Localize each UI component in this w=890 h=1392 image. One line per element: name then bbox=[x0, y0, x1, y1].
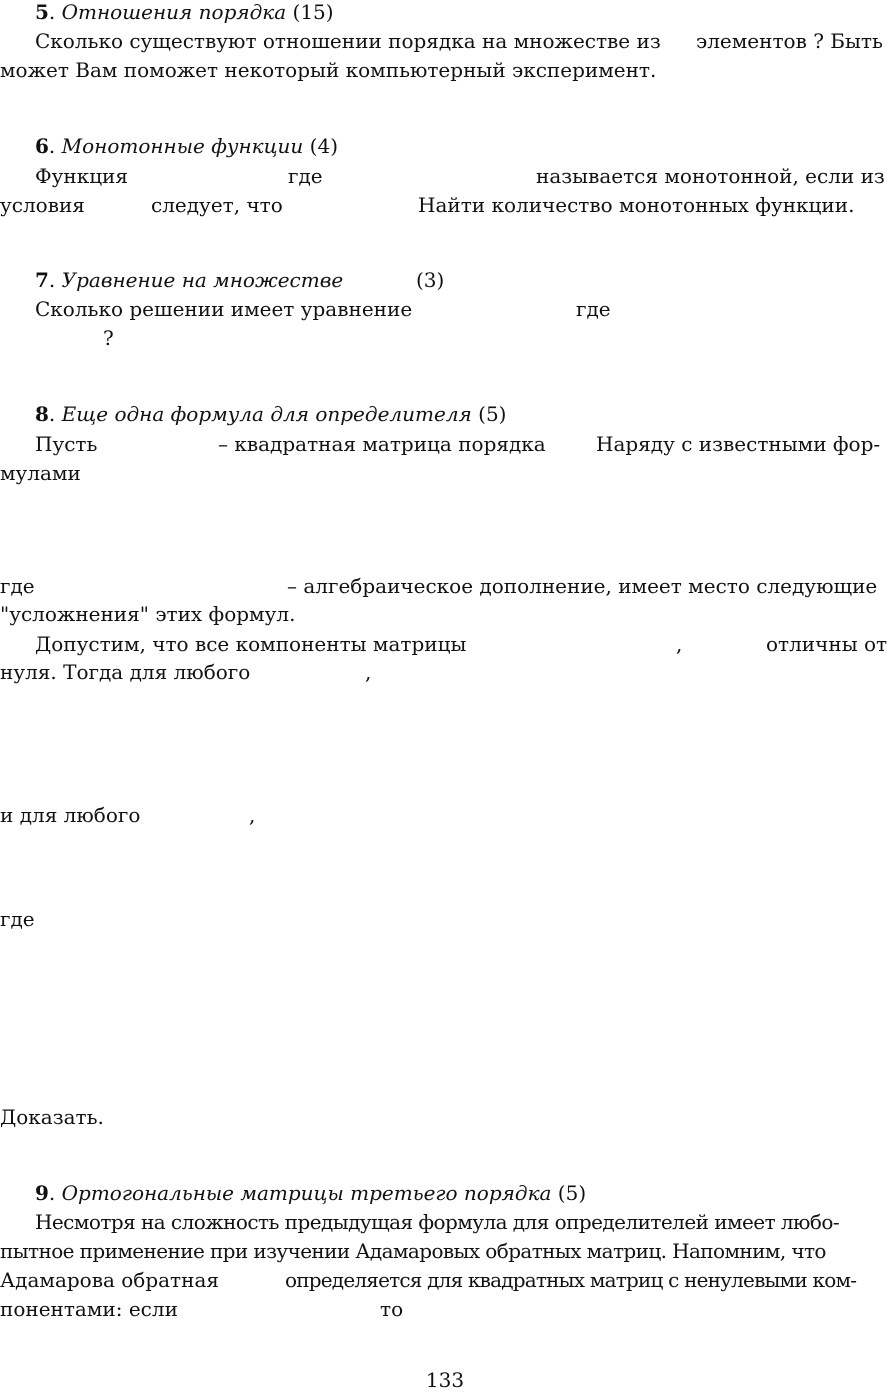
problem-9-points: (5) bbox=[557, 1181, 587, 1205]
problem-8-number: 8 bbox=[35, 402, 49, 426]
problem-6-points: (4) bbox=[309, 134, 339, 158]
problem-7-number: 7 bbox=[35, 268, 49, 292]
problem-8-conclusion: Доказать. bbox=[0, 1105, 104, 1129]
problem-7-title: Уравнение на множестве bbox=[61, 268, 344, 292]
problem-9-line-1: Несмотря на сложность предыдущая формула для определителей имеет любо- bbox=[35, 1210, 840, 1234]
problem-5-line-2: может Вам поможет некоторый компьютерный эксперимент. bbox=[0, 58, 657, 82]
problem-9-number: 9 bbox=[35, 1181, 49, 1205]
problem-8-title: Еще одна формула для определителя bbox=[61, 402, 472, 426]
problem-9-title: Ортогональные матрицы третьего порядка bbox=[61, 1181, 552, 1205]
problem-9-heading: 9. Ортогональные матрицы третьего порядка (5) bbox=[35, 1181, 587, 1205]
problem-5-points: (15) bbox=[292, 0, 334, 24]
problem-7-question-mark: ? bbox=[103, 326, 114, 350]
problem-8-points: (5) bbox=[478, 402, 507, 426]
problem-8-line-4: "усложнения" этих формул. bbox=[0, 602, 296, 626]
problem-9-line-2: пытное применение при изучении Адамаровых обратных матриц. Напомним, что bbox=[0, 1239, 826, 1263]
problem-8-line-8: где bbox=[0, 907, 35, 931]
problem-8-line-2: мулами bbox=[0, 461, 81, 485]
problem-5-title: Отношения порядка bbox=[61, 0, 287, 24]
problem-8-heading: 8. Еще одна формула для определителя (5) bbox=[35, 402, 507, 426]
problem-6-heading: 6. Монотонные функции (4) bbox=[35, 134, 339, 158]
problem-5-number: 5 bbox=[35, 0, 49, 24]
problem-6-number: 6 bbox=[35, 134, 49, 158]
problem-5-heading: 5. Отношения порядка (15) bbox=[35, 0, 334, 24]
page-number: 133 bbox=[425, 1368, 465, 1392]
problem-6-title: Монотонные функции bbox=[61, 134, 304, 158]
problem-7-points: (3) bbox=[416, 268, 445, 292]
